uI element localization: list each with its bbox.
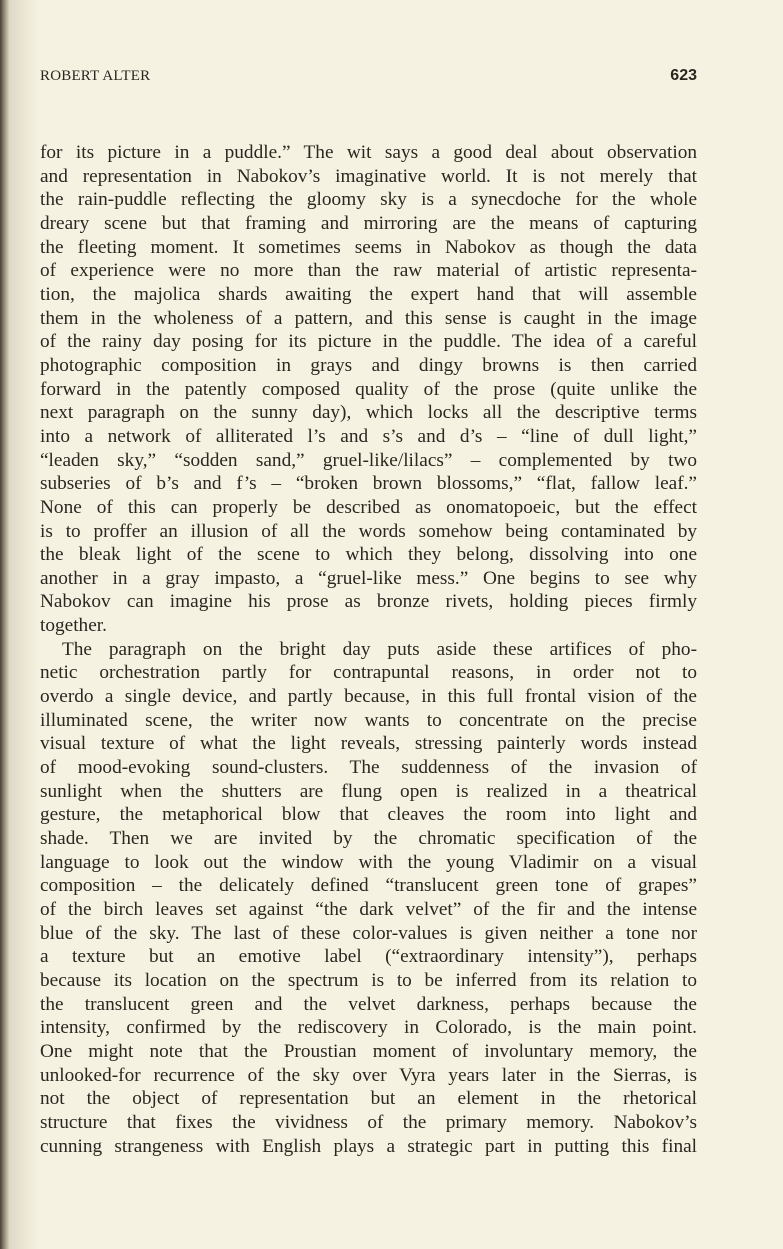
text-line: One might note that the Proustian moment of involuntary memory, the [40, 1040, 697, 1062]
text-line: for its picture in a puddle.” The wit says a good deal about observation [40, 142, 697, 163]
text-line: into a network of alliterated l’s and s’s and d’s – “line of dull light,” [40, 425, 697, 447]
text-line: the fleeting moment. It sometimes seems in Nabokov as though the data [40, 236, 697, 258]
text-line: netic orchestration partly for contrapuntal reasons, in order not to [40, 662, 697, 684]
text-line: illuminated scene, the writer now wants to concentrate on the precise [40, 709, 697, 731]
text-line: them in the wholeness of a pattern, and this sense is caught in the image [40, 307, 697, 329]
text-line: structure that fixes the vividness of the primary memory. Nabokov’s [40, 1111, 697, 1133]
text-line: blue of the sky. The last of these color-values is given neither a tone nor [40, 922, 697, 944]
text-line: the bleak light of the scene to which they belong, dissolving into one [40, 544, 697, 566]
text-line: together. [40, 615, 107, 637]
text-line: a texture but an emotive label (“extraordinary intensity”), perhaps [40, 946, 697, 968]
text-line: of the birch leaves set against “the dark velvet” of the fir and the intense [40, 899, 697, 920]
text-line: because its location on the spectrum is to be inferred from its relation to [40, 969, 697, 991]
text-line: the translucent green and the velvet darkness, perhaps because the [40, 993, 697, 1015]
text-line: next paragraph on the sunny day), which locks all the descriptive terms [40, 402, 697, 424]
page-number: 623 [670, 67, 697, 84]
text-line: of mood-evoking sound-clusters. The suddenness of the invasion of [40, 757, 697, 779]
text-line: Nabokov can imagine his prose as bronze rivets, holding pieces firmly [40, 591, 697, 613]
book-binding-edge [0, 0, 9, 1249]
text-line: not the object of representation but an element in the rhetorical [40, 1088, 697, 1110]
text-line: overdo a single device, and partly because, in this full frontal vision of the [40, 686, 697, 708]
text-line: the rain-puddle reflecting the gloomy sky is a synecdoche for the whole [40, 189, 697, 211]
text-line: and representation in Nabokov’s imaginative world. It is not merely that [40, 165, 697, 187]
text-line: another in a gray impasto, a “gruel-like mess.” One begins to see why [40, 567, 697, 589]
text-line: forward in the patently composed quality of the prose (quite unlike the [40, 378, 697, 400]
text-line: tion, the majolica shards awaiting the expert hand that will assemble [40, 283, 697, 305]
text-line: visual texture of what the light reveals, stressing painterly words instead [40, 733, 697, 755]
text-line: gesture, the metaphorical blow that cleaves the room into light and [40, 804, 697, 826]
text-line: None of this can properly be described as onomatopoeic, but the effect [40, 496, 697, 518]
gutter-shadow [9, 0, 39, 1249]
text-line: unlooked-for recurrence of the sky over Vyra years later in the Sierras, is [40, 1064, 697, 1086]
text-line: “leaden sky,” “sodden sand,” gruel-like/lilacs” – complemented by two [40, 449, 697, 471]
text-line: subseries of b’s and f’s – “broken brown blossoms,” “flat, fallow leaf.” [40, 473, 697, 495]
text-line: sunlight when the shutters are flung open is realized in a theatrical [40, 780, 697, 802]
page-header [40, 68, 697, 90]
text-line: The paragraph on the bright day puts aside these artifices of pho- [62, 638, 697, 660]
text-line: dreary scene but that framing and mirroring are the means of capturing [40, 212, 697, 234]
text-line: language to look out the window with the young Vladimir on a visual [40, 851, 697, 873]
text-line: intensity, confirmed by the rediscovery in Colorado, is the main point. [40, 1017, 697, 1039]
text-line: is to proffer an illusion of all the words somehow being contaminated by [40, 520, 697, 542]
text-line: composition – the delicately defined “translucent green tone of grapes” [40, 875, 697, 897]
text-line: photographic composition in grays and dingy browns is then carried [40, 354, 697, 376]
text-line: of the rainy day posing for its picture in the puddle. The idea of a careful [40, 331, 697, 353]
running-head: ROBERT ALTER [40, 68, 151, 84]
body-text [40, 141, 697, 1158]
text-line: shade. Then we are invited by the chromatic specification of the [40, 828, 697, 850]
text-line: of experience were no more than the raw material of artistic representa- [40, 260, 697, 282]
text-line: cunning strangeness with English plays a strategic part in putting this final [40, 1135, 697, 1157]
